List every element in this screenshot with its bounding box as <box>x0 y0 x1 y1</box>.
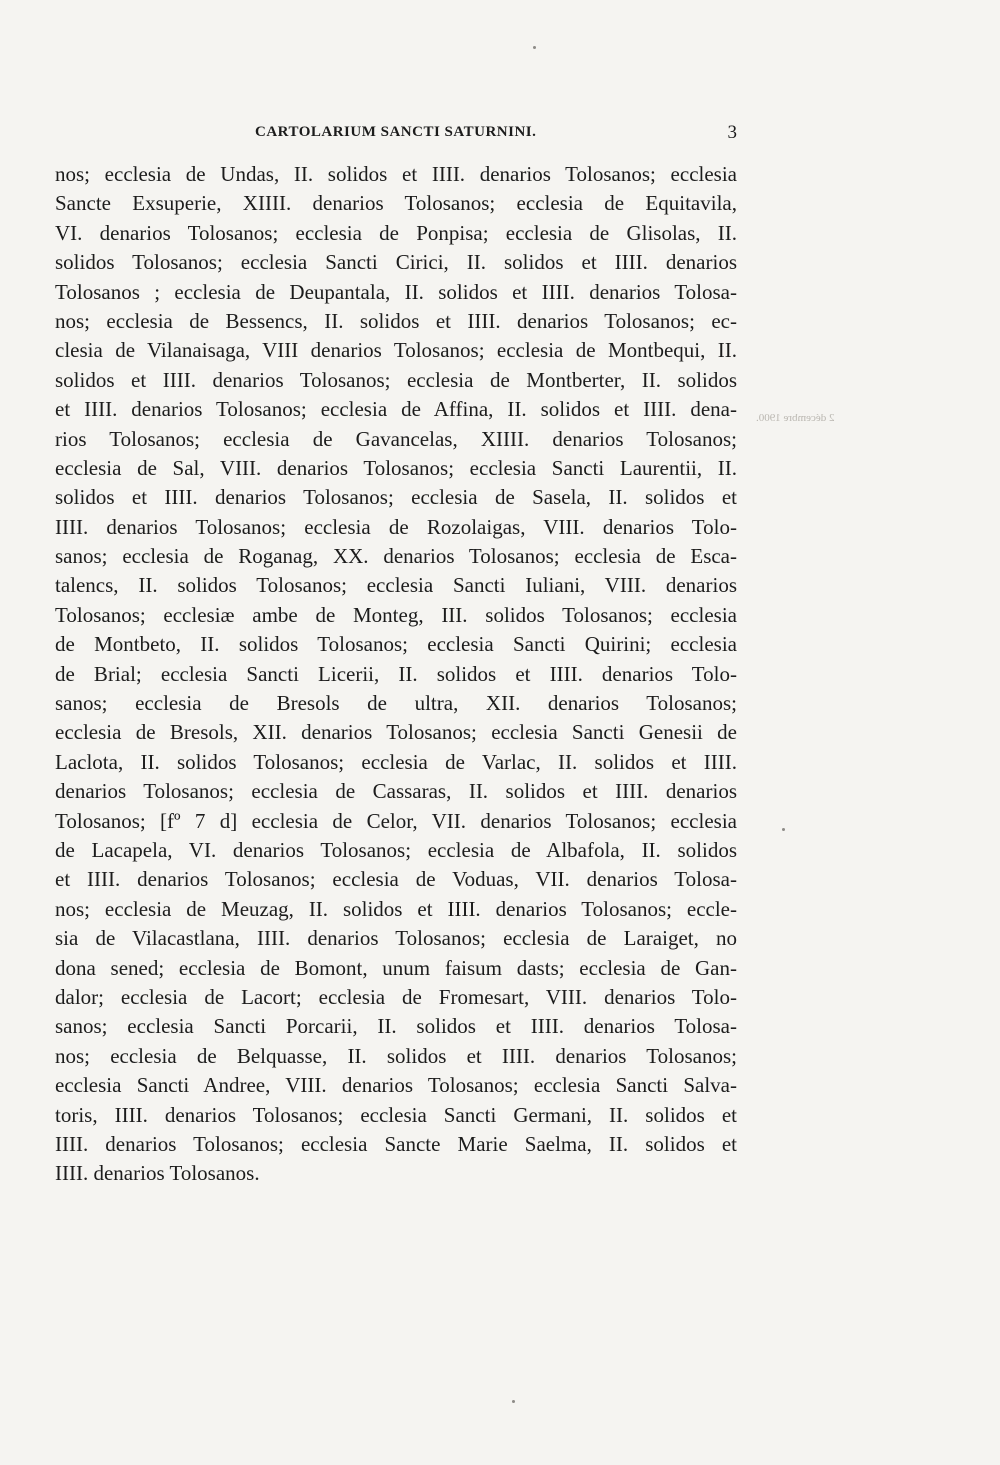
text-line: de Brial; ecclesia Sancti Licerii, II. solidos et IIII. denarios Tolo- <box>55 661 737 686</box>
text-line: dalor; ecclesia de Lacort; ecclesia de Fromesart, VIII. denarios Tolo- <box>55 984 737 1009</box>
text-line: IIII. denarios Tolosanos; ecclesia Sancte Marie Saelma, II. solidos et <box>55 1131 737 1156</box>
text-line: VI. denarios Tolosanos; ecclesia de Ponpisa; ecclesia de Glisolas, II. <box>55 220 737 245</box>
print-speck <box>512 1400 515 1403</box>
print-speck <box>533 46 536 49</box>
text-line: Sancte Exsuperie, XIIII. denarios Tolosanos; ecclesia de Equitavila, <box>55 191 737 216</box>
text-line: toris, IIII. denarios Tolosanos; ecclesia Sancti Germani, II. solidos et <box>55 1102 737 1127</box>
text-line: sanos; ecclesia de Roganag, XX. denarios Tolosanos; ecclesia de Esca- <box>55 544 737 569</box>
text-line: nos; ecclesia de Belquasse, II. solidos et IIII. denarios Tolosanos; <box>55 1043 737 1068</box>
text-line: solidos et IIII. denarios Tolosanos; ecclesia de Montberter, II. solidos <box>55 367 737 392</box>
print-speck <box>782 828 785 831</box>
body-text <box>55 160 737 1189</box>
text-line: sanos; ecclesia de Bresols de ultra, XII. denarios Tolosanos; <box>55 691 737 716</box>
running-title: CARTOLARIUM SANCTI SATURNINI. <box>255 124 537 140</box>
text-line: clesia de Vilanaisaga, VIII denarios Tolosanos; ecclesia de Montbequi, II. <box>55 338 737 363</box>
text-line: et IIII. denarios Tolosanos; ecclesia de Affina, II. solidos et IIII. dena- <box>55 397 737 422</box>
text-line: ecclesia de Sal, VIII. denarios Tolosanos; ecclesia Sancti Laurentii, II. <box>55 455 737 480</box>
text-line: denarios Tolosanos; ecclesia de Cassaras, II. solidos et IIII. denarios <box>55 779 737 804</box>
text-line: rios Tolosanos; ecclesia de Gavancelas, XIIII. denarios Tolosanos; <box>55 426 737 451</box>
page-number: 3 <box>727 122 737 143</box>
text-line: talencs, II. solidos Tolosanos; ecclesia Sancti Iuliani, VIII. denarios <box>55 573 737 598</box>
text-line: nos; ecclesia de Meuzag, II. solidos et IIII. denarios Tolosanos; eccle- <box>55 896 737 921</box>
text-line: IIII. denarios Tolosanos; ecclesia de Rozolaigas, VIII. denarios Tolo- <box>55 514 737 539</box>
text-line: Tolosanos; [fº 7 d] ecclesia de Celor, VII. denarios Tolosanos; ecclesia <box>55 808 737 833</box>
text-line: et IIII. denarios Tolosanos; ecclesia de Voduas, VII. denarios Tolosa- <box>55 867 737 892</box>
running-head <box>55 124 737 146</box>
text-line: ecclesia Sancti Andree, VIII. denarios Tolosanos; ecclesia Sancti Salva- <box>55 1073 737 1098</box>
text-line: de Lacapela, VI. denarios Tolosanos; ecclesia de Albafola, II. solidos <box>55 837 737 862</box>
text-line: solidos et IIII. denarios Tolosanos; ecclesia de Sasela, II. solidos et <box>55 485 737 510</box>
text-line: Tolosanos ; ecclesia de Deupantala, II. solidos et IIII. denarios Tolosa- <box>55 279 737 304</box>
text-line: Laclota, II. solidos Tolosanos; ecclesia de Varlac, II. solidos et IIII. <box>55 749 737 774</box>
text-line: IIII. denarios Tolosanos. <box>55 1161 260 1186</box>
text-line: sanos; ecclesia Sancti Porcarii, II. solidos et IIII. denarios Tolosa- <box>55 1014 737 1039</box>
text-line: solidos Tolosanos; ecclesia Sancti Cirici, II. solidos et IIII. denarios <box>55 250 737 275</box>
text-line: dona sened; ecclesia de Bomont, unum faisum dasts; ecclesia de Gan- <box>55 955 737 980</box>
text-line: nos; ecclesia de Bessencs, II. solidos et IIII. denarios Tolosanos; ec- <box>55 308 737 333</box>
text-line: nos; ecclesia de Undas, II. solidos et IIII. denarios Tolosanos; ecclesia <box>55 162 737 186</box>
text-line: ecclesia de Bresols, XII. denarios Tolosanos; ecclesia Sancti Genesii de <box>55 720 737 745</box>
text-line: de Montbeto, II. solidos Tolosanos; ecclesia Sancti Quirini; ecclesia <box>55 632 737 657</box>
text-line: Tolosanos; ecclesiæ ambe de Monteg, III. solidos Tolosanos; ecclesia <box>55 602 737 627</box>
margin-note-bleedthrough: 2 décembre 1900. <box>756 412 835 424</box>
text-line: sia de Vilacastlana, IIII. denarios Tolosanos; ecclesia de Laraiget, no <box>55 926 737 951</box>
